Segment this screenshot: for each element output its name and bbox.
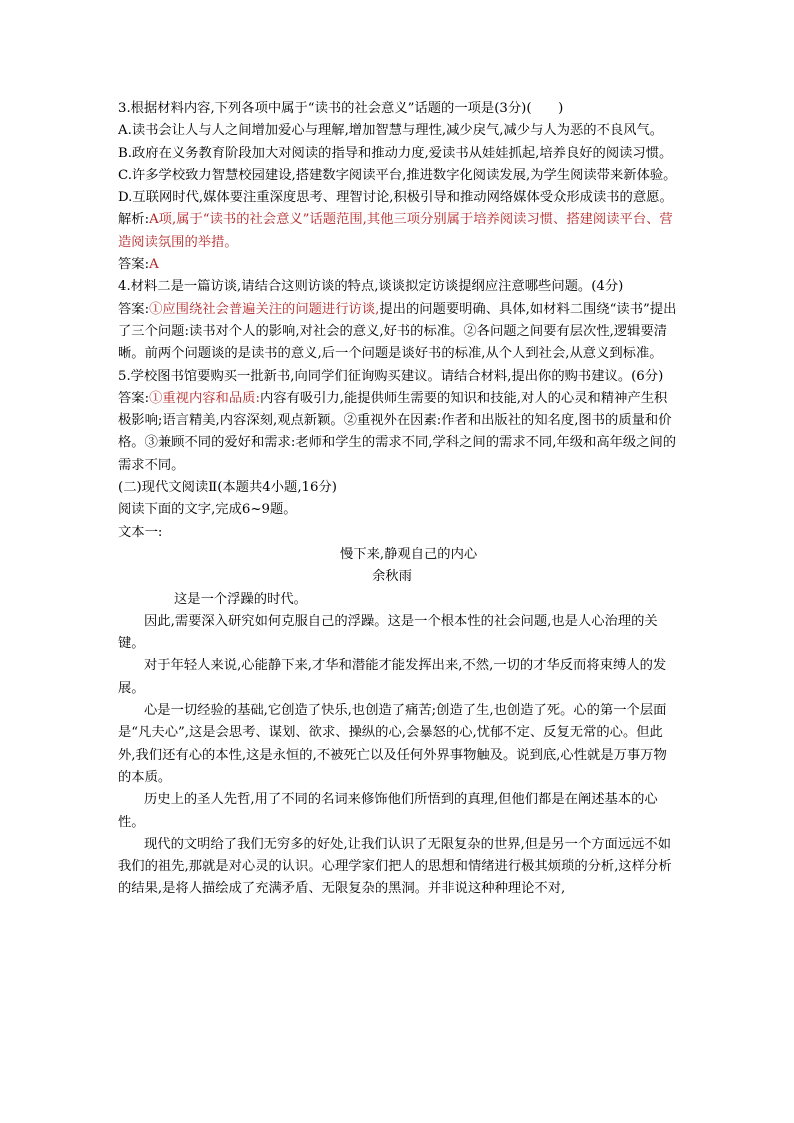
answer-text: 提出的问题要明确、具体,如材料二围绕“读书”提出了三个问题:读书对个人的影响,对社会的意义,好书的标准。②各问题之间要有层次性,逻辑要清晰。前两个问题谈的是读书的意义,后一个问题是谈好书的标准,从个人到社会,从意义到标准。	[118, 301, 677, 362]
article-paragraph: 历史上的圣人先哲,用了不同的名词来修饰他们所悟到的真理,但他们都是在阐述基本的心性。	[118, 792, 658, 830]
article-paragraph: 心是一切经验的基础,它创造了快乐,也创造了痛苦;创造了生,也创造了死。心的第一个层面是“凡夫心”,这是会思考、谋划、欲求、操纵的心,会暴怒的心,忧郁不定、反复无常的心。但此外,我们还有心的本性,这是永恒的,不被死亡以及任何外界事物触及。说到底,心性就是万事万物的本质。	[118, 703, 667, 785]
answer-highlight: ①应围绕社会普遍关注的问题进行访谈,	[149, 301, 380, 317]
option-c: C.许多学校致力智慧校园建设,搭建数字阅读平台,推进数字化阅读发展,为学生阅读带来新体验。	[118, 167, 677, 183]
answer-4	[118, 299, 678, 366]
article-author: 余秋雨	[372, 569, 412, 585]
answer-highlight: ①重视内容和品质:	[149, 390, 260, 406]
answer-3	[118, 254, 678, 276]
question-5: 5.学校图书馆要购买一批新书,向同学们征询购买建议。请结合材料,提出你的购书建议。(6分)	[118, 368, 664, 384]
article-paragraph: 因此,需要深入研究如何克服自己的浮躁。这是一个根本性的社会问题,也是人心治理的关键。	[118, 613, 658, 652]
document-page	[118, 98, 678, 901]
article-title: 慢下来,静观自己的内心	[340, 546, 478, 562]
analysis-text: A项,属于“读书的社会意义”话题范围,其他三项分别属于培养阅读习惯、搭建阅读平台、营造阅读氛围的举措。	[118, 212, 673, 250]
option-b: B.政府在义务教育阶段加大对阅读的指导和推动力度,爱读书从娃娃抓起,培养良好的阅读习惯。	[118, 145, 673, 161]
analysis-label: 解析:	[118, 212, 150, 228]
question-4: 4.材料二是一篇访谈,请结合这则访谈的特点,谈谈拟定访谈提纲应注意哪些问题。(4分)	[118, 279, 624, 295]
answer-label: 答案:	[118, 301, 150, 317]
answer-text: 内容有吸引力,能提供师生需要的知识和技能,对人的心灵和精神产生积极影响;语言精美,内容深刻,观点新颖。②重视外在因素:作者和出版社的知名度,图书的质量和价格。③兼顾不同的爱好和需求:老师和学生的需求不同,学科之间的需求不同,年级和高年级之间的需求不同。	[118, 390, 677, 473]
article-paragraph: 对于年轻人来说,心能静下来,才华和潜能才能发挥出来,不然,一切的才华反而将束缚人的发展。	[118, 658, 667, 696]
answer-label: 答案:	[118, 390, 150, 406]
article-first-line: 这是一个浮躁的时代。	[174, 591, 307, 607]
question-3: 3.根据材料内容,下列各项中属于“读书的社会意义”话题的一项是(3分)( )	[118, 101, 564, 116]
answer-label: 答案:	[118, 257, 150, 273]
option-a: A.读书会让人与人之间增加爱心与理解,增加智慧与理性,减少戾气,减少与人为恶的不良风气。	[118, 123, 664, 139]
text-label: 文本一:	[118, 524, 163, 540]
answer-5	[118, 388, 678, 477]
answer-value: A	[149, 257, 159, 273]
article-paragraph: 现代的文明给了我们无穷多的好处,让我们认识了无限复杂的世界,但是另一个方面远远不如我们的祖先,那就是对心灵的认识。心理学家们把人的思想和情绪进行极其烦琐的分析,这样分析的结果,是将人描绘成了充满矛盾、无限复杂的黑洞。并非说这种种理论不对,	[118, 836, 672, 897]
section-heading: (二)现代文阅读Ⅱ(本题共4小题,16分)	[118, 480, 337, 496]
section-instruction: 阅读下面的文字,完成6~9题。	[118, 502, 297, 518]
analysis-3	[118, 209, 678, 254]
option-d: D.互联网时代,媒体要注重深度思考、理智讨论,积极引导和推动网络媒体受众形成读书的意愿。	[118, 190, 673, 206]
